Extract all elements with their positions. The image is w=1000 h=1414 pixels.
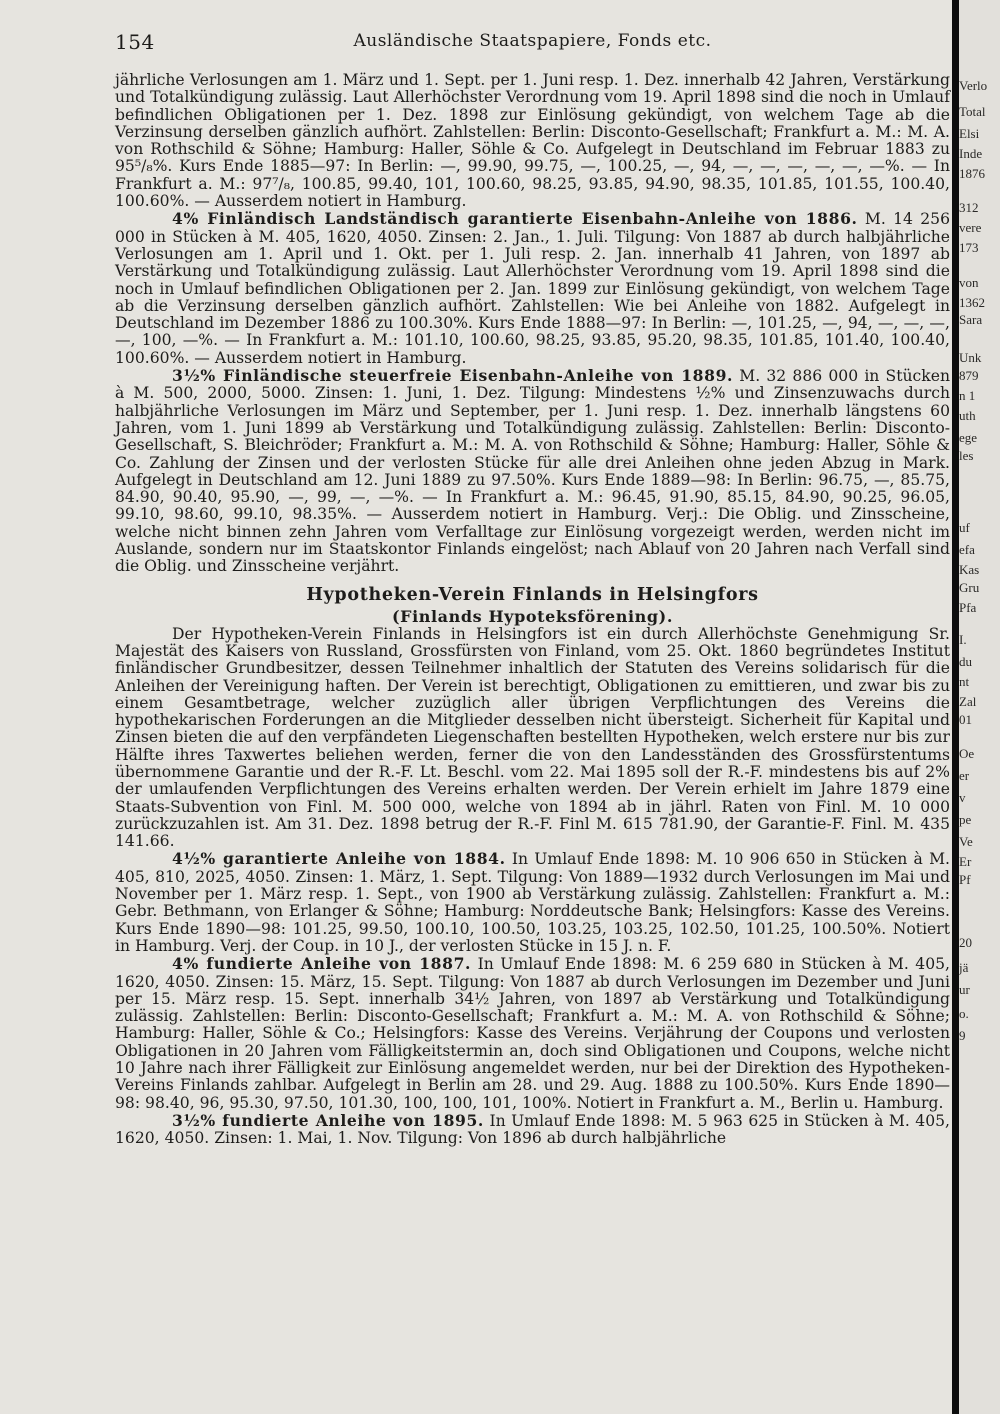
adjacent-page-fragment: Er [959, 854, 972, 869]
adjacent-page-fragment: 1876 [959, 166, 985, 181]
adjacent-page-fragment: uf [959, 520, 970, 535]
paragraph-text: In Umlauf Ende 1898: M. 6 259 680 in Stücken à M. 405, 1620, 4050. Zinsen: 15. März, 15. Sept. Tilgung: Von 1887 ab durch Verlosungen im Dezember und Juni per 15. März resp. 15. Sept. innerhalb 34½ Jahren, von 1897 ab Verstärkung und Totalkündigung zulässig. Zahlstellen: Berlin: Disconto-Gesellschaft; Frankfurt a. M.: M. A. von Rothschild & Söhne; Hamburg: Haller, Söhle & Co.; Helsingfors: Kasse des Vereins. Verjährung der Coupons und verlosten Obligationen in 20 Jahren vom Fälligkeitstermin an, doch sind Obligationen und Coupons, welche nicht 10 Jahre nach ihrer Fälligkeit zur Einlösung angemeldet werden, nur bei der Direktion des Hypotheken-Vereins Finlands zahlbar. Aufgelegt in Berlin am 28. und 29. Aug. 1888 zu 100.50%. Kurs Ende 1890—98: 98.40, 96, 95.30, 97.50, 101.30, 100, 100, 101, 100%. Notiert in Frankfurt a. M., Berlin u. Hamburg. [115, 955, 951, 1112]
adjacent-page-fragment: Inde [959, 146, 983, 161]
adjacent-page-fragment: efa [959, 542, 975, 557]
adjacent-page-fragment: n 1 [959, 388, 976, 403]
paragraph-text: In Umlauf Ende 1898: M. 5 963 625 in Stücken à M. 405, 1620, 4050. Zinsen: 1. Mai, 1. Nov. Tilgung: Von 1896 ab durch halbjährliche [115, 1111, 950, 1148]
adjacent-page-fragment: 1362 [959, 295, 985, 310]
paragraph-loan-1887 [115, 955, 950, 1112]
adjacent-page-fragment: Elsi [959, 126, 980, 141]
adjacent-page-fragment: Unk [959, 350, 982, 365]
loan-heading: 4% Finländisch Landständisch garantierte Eisenbahn-Anleihe von 1886. [172, 209, 858, 229]
paragraph-loan-1884 [115, 850, 950, 955]
adjacent-page-fragment: 01 [959, 712, 972, 727]
adjacent-page-fragment: ege [959, 430, 978, 445]
adjacent-page-fragment: 312 [959, 200, 979, 215]
adjacent-page-fragment: von [959, 275, 979, 290]
paragraph-text: jährliche Verlosungen am 1. März und 1. Sept. per 1. Juni resp. 1. Dez. innerhalb 42 Jahren, Verstärkung und Totalkündigung zulässig. Laut Allerhöchster Verordnung vom 19. April 1898 sind die noch in Umlauf befindlichen Obligationen per 1. Dez. 1898 zur Einlösung gekündigt, von welchem Tage ab die Verzinsung derselben gänzlich aufhört. Zahlstellen: Berlin: Disconto-Gesellschaft; Frankfurt a. M.: M. A. von Rothschild & Söhne; Hamburg: Haller, Söhle & Co. Aufgelegt in Deutschland im Februar 1883 zu 95⁵/₈%. Kurs Ende 1885—97: In Berlin: —, 99.90, 99.75, —, 100.25, —, 94, —, —, —, —, —, —%. — In Frankfurt a. M.: 97⁷/₈, 100.85, 99.40, 101, 100.60, 98.25, 93.85, 94.90, 98.35, 101.85, 101.55, 100.40, 100.60%. — Ausserdem notiert in Hamburg. [115, 71, 950, 211]
adjacent-page-fragment: Sara [959, 312, 983, 327]
adjacent-page-edge [959, 0, 1000, 1414]
adjacent-page-fragment: Gru [959, 580, 980, 595]
adjacent-page-fragment: 173 [959, 240, 979, 255]
adjacent-page-fragment: 20 [959, 935, 972, 950]
adjacent-page-fragment: 879 [959, 368, 979, 383]
paragraph-text: M. 14 256 000 in Stücken à M. 405, 1620, 4050. Zinsen: 2. Jan., 1. Juli. Tilgung: Von 1887 ab durch halbjährliche Verlosungen am 1. April und 1. Okt. per 1. Juli resp. 2. Jan. innerhalb 41 Jahren, von 1897 ab Verstärkung und Totalkündigung zulässig. Laut Allerhöchster Verordnung vom 19. April 1898 sind die noch in Umlauf befindlichen Obligationen per 2. Jan. 1899 zur Einlösung gekündigt, von welchem Tage ab die Verzinsung derselben gänzlich aufhört. Zahlstellen: Wie bei Anleihe von 1882. Aufgelegt in Deutschland im Dezember 1886 zu 100.30%. Kurs Ende 1888—97: In Berlin: —, 101.25, —, 94, —, —, —, —, 100, —%. — In Frankfurt a. M.: 101.10, 100.60, 98.25, 93.85, 95.20, 98.35, 101.85, 101.40, 100.40, 100.60%. — Ausserdem notiert in Hamburg. [115, 210, 950, 367]
adjacent-page-fragment: o. [959, 1006, 969, 1021]
adjacent-page-fragment: nt [959, 674, 970, 689]
loan-heading: 3½% fundierte Anleihe von 1895. [172, 1110, 484, 1130]
adjacent-page-fragment: les [959, 448, 974, 463]
paragraph-association-intro [115, 626, 950, 851]
paragraph-text: Der Hypotheken-Verein Finlands in Helsingfors ist ein durch Allerhöchste Genehmigung Sr. Majestät des Kaisers von Russland, Grossfürsten von Finland, vom 25. Okt. 1860 begründetes Institut finländischer Grundbesitzer, dessen Teilnehmer inhaltlich der Statuten des Vereins solidarisch für die Anleihen der Vereinigung haften. Der Verein ist berechtigt, Obligationen zu emittieren, und zwar bis zu einem Gesamtbetrage, welcher zuzüglich aller übrigen Verpflichtungen des Vereins die hypothekarischen Forderungen an die Mitglieder desselben nicht übersteigt. Sicherheit für Kapital und Zinsen bieten die auf den verpfändeten Liegenschaften bestellten Hypotheken, welch erstere nur bis zur Hälfte ihres Taxwertes beliehen werden, ferner die von den Landesständen des Grossfürstentums übernommene Garantie und der R.-F. Lt. Beschl. vom 22. Mai 1895 soll der R.-F. mindestens bis auf 2% der umlaufenden Verpflichtungen des Vereins erhalten werden. Der Verein erhielt im Jahre 1879 eine Staats-Subvention von Finl. M. 500 000, welche von 1894 ab in jährl. Raten von Finl. M. 10 000 zurückzuzahlen ist. Am 31. Dez. 1898 betrug der R.-F. Finl M. 615 781.90, der Garantie-F. Finl. M. 435 141.66. [115, 624, 950, 851]
adjacent-page-fragment: Ve [959, 834, 973, 849]
adjacent-page-fragment: Pf [959, 872, 971, 887]
adjacent-page-fragment: uth [959, 408, 976, 423]
loan-heading: 3½% Finländische steuerfreie Eisenbahn-Anleihe von 1889. [172, 366, 734, 386]
adjacent-page-fragment: Kas [959, 562, 980, 577]
adjacent-page-fragment: Total [959, 104, 986, 119]
paragraph-text: M. 32 886 000 in Stücken à M. 500, 2000, 5000. Zinsen: 1. Juni, 1. Dez. Tilgung: Mindestens ½% und Zinsenzuwachs durch halbjährliche Verlosungen im März und September, per 1. Juni resp. 1. Dez. innerhalb längstens 60 Jahren, vom 1. Juni 1899 ab Verstärkung und Totalkündigung zulässig. Zahlstellen: Berlin: Disconto-Gesellschaft, S. Bleichröder; Frankfurt a. M.: M. A. von Rothschild & Söhne; Hamburg: Haller, Söhle & Co. Zahlung der Zinsen und der verlosten Stücke für alle drei Anleihen ohne jeden Abzug in Mark. Aufgelegt in Deutschland am 12. Juni 1889 zu 97.50%. Kurs Ende 1889—98: In Berlin: 96.75, —, 85.75, 84.90, 90.40, 95.90, —, 99, —, —%. — In Frankfurt a. M.: 96.45, 91.90, 85.15, 84.90, 90.25, 96.05, 99.10, 98.60, 99.10, 98.35%. — Ausserdem notiert in Hamburg. Verj.: Die Oblig. und Zinsscheine, welche nicht binnen zehn Jahren vom Verfalltage zur Einlösung vorgezeigt werden, werden nicht im Auslande, sondern nur im Staatskontor Finlands eingelöst; nach Ablauf von 20 Jahren nach Verfall sind die Oblig. und Zinsscheine verjährt. [115, 367, 950, 576]
adjacent-page-fragment: Verlo [959, 78, 988, 93]
adjacent-page-fragment: 9 [959, 1028, 966, 1043]
page-number: 154 [115, 30, 155, 54]
body-text [115, 72, 950, 1148]
paragraph-text: In Umlauf Ende 1898: M. 10 906 650 in Stücken à M. 405, 810, 2025, 4050. Zinsen: 1. März, 1. Sept. Tilgung: Von 1889—1932 durch Verlosungen im Mai und November per 1. März resp. 1. Sept., von 1900 ab Verstärkung zulässig. Zahlstellen: Frankfurt a. M.: Gebr. Bethmann, von Erlanger & Söhne; Hamburg: Norddeutsche Bank; Helsingfors: Kasse des Vereins. Kurs Ende 1890—98: 101.25, 99.50, 100.10, 100.50, 103.25, 103.25, 102.50, 101.25, 100.50%. Notiert in Hamburg. Verj. der Coup. in 10 J., der verlosten Stücke in 15 J. n. F. [115, 850, 950, 955]
adjacent-page-fragment: er [959, 768, 970, 783]
paragraph-continuation [115, 72, 950, 210]
loan-heading: 4% fundierte Anleihe von 1887. [172, 954, 472, 974]
adjacent-page-fragment: jä [959, 960, 969, 975]
adjacent-page-fragment: v [959, 790, 966, 805]
adjacent-page-fragment: Oe [959, 746, 975, 761]
page-gutter-divider [952, 0, 959, 1414]
adjacent-page-fragment: I. [959, 632, 967, 647]
section-subtitle: (Finlands Hypoteksförening). [391, 606, 674, 626]
adjacent-page-fragment: vere [959, 220, 982, 235]
paragraph-loan-1889 [115, 367, 950, 576]
loan-heading: 4½% garantierte Anleihe von 1884. [172, 849, 506, 869]
adjacent-page-fragment: pe [959, 812, 972, 827]
paragraph-loan-1886 [115, 210, 950, 367]
page-header [115, 30, 950, 54]
running-title: Ausländische Staatspapiere, Fonds etc. [353, 31, 712, 51]
adjacent-page-fragment: Zal [959, 694, 977, 709]
adjacent-page-fragment: Pfa [959, 600, 977, 615]
adjacent-page-fragment: ur [959, 982, 970, 997]
section-title: Hypotheken-Verein Finlands in Helsingfors [306, 584, 759, 605]
adjacent-page-fragment: du [959, 654, 972, 669]
paragraph-loan-1895 [115, 1112, 950, 1148]
